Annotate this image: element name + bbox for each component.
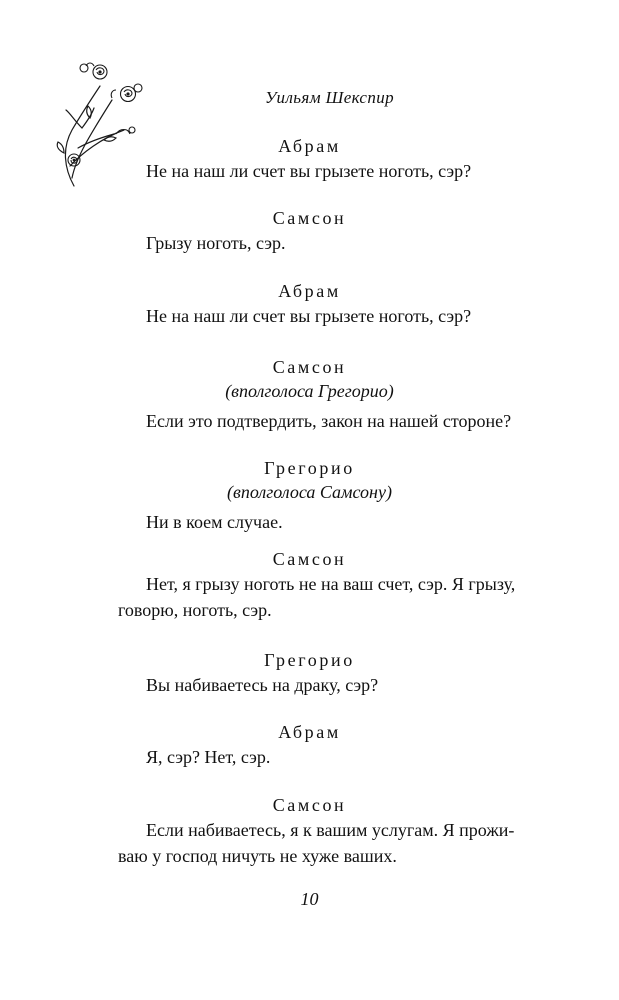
speech-line: ваю у господ ничуть не хуже ваших. (118, 846, 397, 866)
speaker-name: Самсон (272, 549, 347, 569)
speech-line: Если это подтвердить, закон на нашей стороне? (146, 411, 512, 431)
speech-line: Не на наш ли счет вы грызете ноготь, сэр? (146, 306, 472, 326)
speech (118, 571, 558, 623)
speaker-name: Грегорио (264, 650, 355, 670)
speech (118, 303, 558, 329)
speech (118, 509, 558, 535)
speech (118, 408, 558, 434)
speaker-name: Самсон (272, 357, 347, 377)
speech (118, 158, 558, 184)
dialogue-exchange (0, 720, 619, 770)
dialogue-exchange (0, 456, 619, 535)
speaker-name: Грегорио (264, 458, 355, 478)
speaker-name: Абрам (278, 722, 341, 742)
speech (118, 817, 558, 869)
speech-line: Ни в коем случае. (146, 512, 283, 532)
dialogue-exchange (0, 547, 619, 623)
speech-line: Нет, я грызу ноготь не на ваш счет, сэр. Я грызу, (146, 574, 516, 594)
speech-line: Если набиваетесь, я к вашим услугам. Я прожи- (146, 820, 515, 840)
speech-line: Не на наш ли счет вы грызете ноготь, сэр? (146, 161, 472, 181)
dialogue-exchange (0, 793, 619, 869)
speaker-name: Самсон (272, 208, 347, 228)
dialogue-exchange (0, 279, 619, 329)
dialogue-exchange (0, 648, 619, 698)
speech (118, 672, 558, 698)
speech-line: Грызу ноготь, сэр. (146, 233, 286, 253)
speech-line: Я, сэр? Нет, сэр. (146, 747, 271, 767)
running-head: Уильям Шекспир (264, 88, 395, 107)
dialogue-exchange (0, 206, 619, 256)
speech (118, 230, 558, 256)
speaker-name: Самсон (272, 795, 347, 815)
speaker-name: Абрам (278, 136, 341, 156)
speech-line: говорю, ноготь, сэр. (118, 600, 272, 620)
stage-direction: (вполголоса Грегорио) (225, 381, 394, 401)
speech (118, 744, 558, 770)
dialogue-exchange (0, 355, 619, 434)
dialogue-exchange (0, 134, 619, 184)
page-number: 10 (300, 889, 319, 909)
speaker-name: Абрам (278, 281, 341, 301)
speech-line: Вы набиваетесь на драку, сэр? (146, 675, 379, 695)
stage-direction: (вполголоса Самсону) (227, 482, 392, 502)
